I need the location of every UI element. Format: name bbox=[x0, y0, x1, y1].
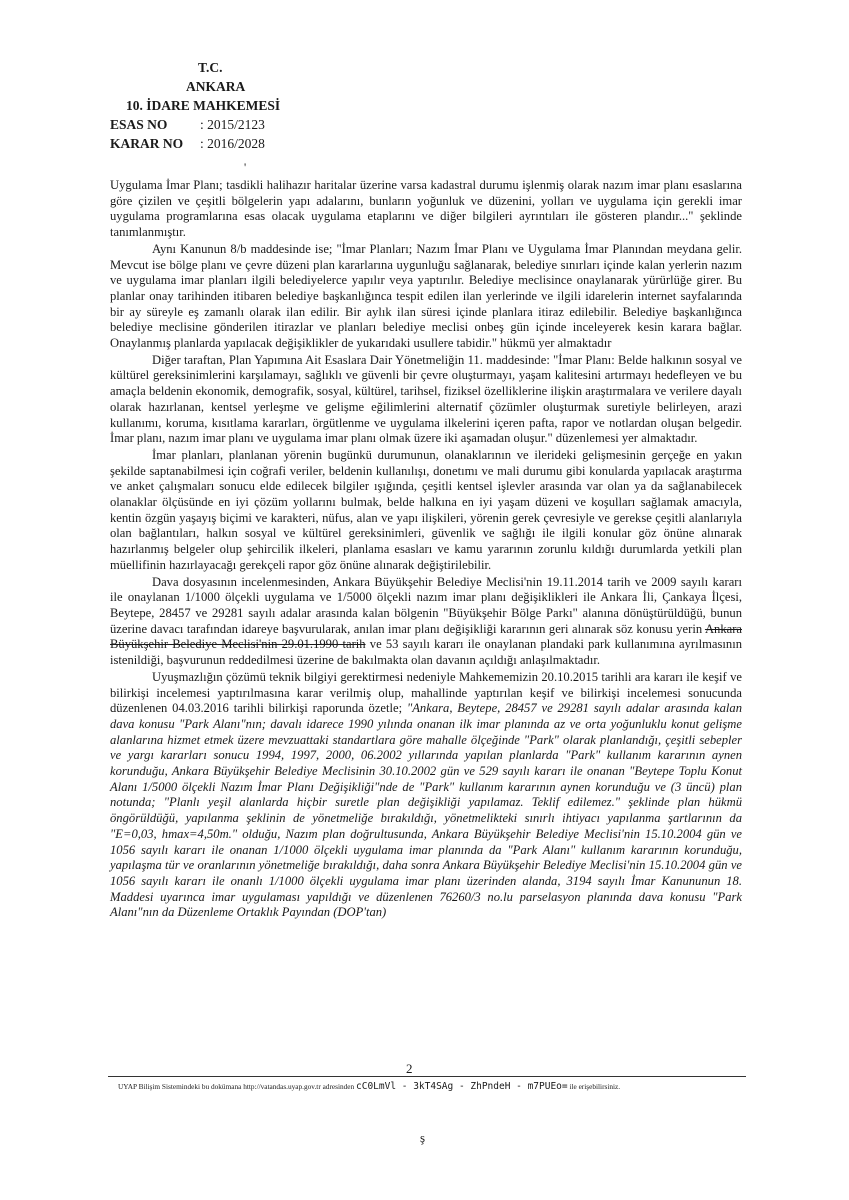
page-mark: ş bbox=[420, 1130, 426, 1145]
esas-value: : 2015/2123 bbox=[200, 117, 265, 132]
paragraph: Diğer taraftan, Plan Yapımına Ait Esaslara Dair Yönetmeliğin 11. maddesinde: "İmar Planı: Belde halkının sosyal ve kültürel gereksinimlerini karşılamayı, sağlıklı ve güvenli bir çevre oluşturmayı, yaşam kalitesini artırmayı hedefleyen ve bu amaçla beldenin ekonomik, demografik, sosyal, kültürel, tarihsel, fiziksel özelliklerine ilişkin araştırmalara ve verilere dayalı olarak hazırlanan, kentsel yerleşme ve gelişme eğilimlerini alternatif çözümler oluşturmak suretiyle belirleyen, arazi kullanımı, koruma, kısıtlama kararları, örgütlenme ve uygulama ilkelerini içeren pafta, rapor ve notlardan oluşan belgedir. İmar planı, nazım imar planı ve uygulama imar planı olmak üzere iki aşamadan oluşur." düzenlemesi yer almaktadır. bbox=[110, 352, 742, 446]
paragraph-text: ve 53 sayılı kararı ile onaylanan plandaki park kullanımına ayrılmasının istenildiği, başvurunun reddedilmesi üzerine de bakılmakta olan davanın açıldığı anlaşılmaktadır. bbox=[110, 637, 742, 668]
paragraph: Aynı Kanunun 8/b maddesinde ise; "İmar Planları; Nazım İmar Planı ve Uygulama İmar Planından meydana gelir. Mevcut ise bölge planı ve çevre düzeni plan kararlarına uygunluğu sağlanarak, belediye sınırları içinde kalan yerlerin nazım ve uygulama imar planları ilgili belediyelerce yapılır veya yaptırılır. Belediye meclisince onaylanarak yürürlüğe girer. Bu planlar onay tarihinden itibaren belediye başkanlığınca tespit edilen ilan yerlerinde ve ilgili idarelerin internet sayfalarında bir ay süreyle eş zamanlı olarak ilan edilir. Bir aylık ilan süresi içinde planlara itiraz edilebilir. Belediye başkanlığınca belediye meclisine gönderilen itirazlar ve planları belediye meclisi onbeş gün içinde inceleyerek kesin karara bağlar. Onaylanmış planlarda yapılacak değişiklikler de yukarıdaki usullere tabidir." hükmü yer almaktadır bbox=[110, 241, 742, 351]
page-number: 2 bbox=[406, 1061, 413, 1076]
paragraph-text: Uyuşmazlığın çözümü teknik bilgiyi gerektirmesi nedeniyle Mahkememizin 20.10.2015 tarihli ara kararı ile keşif ve bilirkişi incelemesi yaptırılmasına karar verilmiş olup, mahallinde yaptırılan keşif ve bilirkişi incelemesi sonucunda düzenlenen 04.03.2016 tarihli bilirkişi raporunda özetle; bbox=[110, 669, 742, 716]
struck-text: Ankara Büyükşehir Belediye Meclisi'nin 29.01.1990 tarih bbox=[110, 621, 742, 652]
footer-divider bbox=[108, 1076, 746, 1077]
document-body bbox=[110, 178, 742, 922]
karar-label: KARAR NO bbox=[110, 136, 184, 151]
karar-value: : 2016/2028 bbox=[200, 136, 265, 151]
paragraph bbox=[110, 575, 742, 669]
document-header bbox=[110, 58, 280, 153]
esas-label: ESAS NO bbox=[110, 117, 168, 132]
court-name: 10. İDARE MAHKEMESİ bbox=[126, 98, 281, 113]
footer-note bbox=[118, 1081, 738, 1092]
paragraph-text: Dava dosyasının incelenmesinden, Ankara Büyükşehir Belediye Meclisi'nin 19.11.2014 tarih ve 2009 sayılı kararı ile onaylanan 1/1000 ölçekli uygulama ve 1/5000 ölçekli nazım imar planı değişiklikleri ile Ankara İli, Çankaya İlçesi, Beytepe, 28457 ve 29281 sayılı adalar arasında kalan bölgenin "Büyükşehir Bölge Parkı" alanına dönüştürüldüğü, bunun üzerine davacı tarafından idareye başvurularak, anılan imar planı değişikliği kararının geri alınarak söz konusu yerin bbox=[110, 574, 742, 636]
expert-report-quote: "Ankara, Beytepe, 28457 ve 29281 sayılı adalar arasında kalan dava konusu "Park Alanı"nın; davalı idarece 1990 yılında onanan ilk imar planında az ve orta yoğunluklu konut gelişme alanlarına hizmet etmek üzere mevzuattaki standartlara göre mahalle ölçeğinde "Park" olarak planlandığı, çeşitli sebepler ve yargı kararları sonucu 1994, 1997, 2000, 06.2002 yıllarında yapılan planlarda "Park" kullanım kararının aynen korunduğu, Ankara Büyükşehir Belediye Meclisinin 30.10.2002 gün ve 529 sayılı kararı ile onanan "Beytepe Toplu Konut Alanı 1/5000 ölçekli Nazım İmar Planı Değişikliği"nde de "Park" kullanım kararının aynen korunduğu ve (3 üncü) plan notunda; "Planlı yeşil alanlarda hiçbir suretle plan değişikliği yapılamaz. Teklif edilemez." şeklinde plan hükmü öngörüldüğü, yapılanma şeklinin de yönetmeliğe bırakıldığı, yönetmelikteki sınırlı ihtiyacı yapılanma şartlarının da "E=0,03, hmax=4,50m." olduğu, Nazım plan doğrultusunda, Ankara Büyükşehir Belediye Meclisi'nin 15.10.2004 gün ve 1056 sayılı kararı ile onanan 1/1000 ölçekli uygulama imar planında da "Park Alanı" kullanım kararının korunduğu, yapılaşma tür ve oranlarının yönetmeliğe bırakıldığı, daha sonra Ankara Büyükşehir Belediye Meclisi'nin 15.10.2004 gün ve 1056 sayılı kararı ile onanlı 1/1000 ölçekli uygulama imar planı üzerinden alanda, 3194 sayılı İmar Kanununun 18. Maddesi uyarınca imar uygulaması yapıldığı ve düzenlenen 76260/3 no.lu parselasyon planında dava konusu "Park Alanı"nın da Düzenleme Ortaklık Payından (DOP'tan) bbox=[110, 701, 742, 920]
paragraph: Uygulama İmar Planı; tasdikli halihazır haritalar üzerine varsa kadastral durumu işlenmiş olarak nazım imar planı esaslarına göre çizilen ve çeşitli bölgelerin yapı adalarını, bunların yoğunluk ve düzenini, yolları ve uygulama için gerekli imar uygulama programlarına esas olacak uygulama etaplarını ve diğer bilgileri ayrıntıları ile gösteren plandır..." şeklinde tanımlanmıştır. bbox=[110, 178, 742, 240]
verification-code: cC0LmVl - 3kT4SAg - ZhPndeH - m7PUEo= bbox=[356, 1081, 568, 1092]
city-label: ANKARA bbox=[186, 79, 246, 94]
tick-mark: ' bbox=[244, 160, 247, 174]
footer-text: UYAP Bilişim Sistemindeki bu dokümana http://vatandas.uyap.gov.tr adresinden bbox=[118, 1082, 356, 1091]
paragraph bbox=[110, 670, 742, 921]
country-label: T.C. bbox=[198, 60, 223, 75]
footer-suffix: ile erişebilirsiniz. bbox=[567, 1082, 621, 1091]
paragraph: İmar planları, planlanan yörenin bugünkü durumunun, olanaklarının ve ilerideki gelişmesinin gerçeğe en yakın şekilde saptanabilmesi için coğrafi veriler, beldenin kullanılışı, donetımı ve mali durumu gibi konularda yapılacak araştırma ve anket çalışmaları sonucu elde edilecek bilgiler ışığında, çeşitli kentsel işlevler arasında var olan ya da sağlanabilecek olanaklar ölçüsünde en iyi çözüm yollarını bulmak, belde halkına en iyi yaşam düzeni ve koşulları sağlamak amacıyla, kentin özgün yaşayış biçimi ve karakteri, nüfus, alan ve yapı ilişkileri, yörenin gerek çevresiyle ve gerekse çeşitli alanlarıyla olan bağlantıları, halkın sosyal ve kültürel gereksinimleri, güvenlik ve sağlığı ile ilgili konular göz önüne alınarak hazırlanmış belgeler olup şehircilik ilkeleri, planlama esasları ve kamu yararının zorunlu kıldığı durumlarda yetkili plan müellifinin hazırlayacağı gerekçeli rapor göz önüne alınarak değiştirilebilir. bbox=[110, 447, 742, 572]
esas-row bbox=[110, 115, 280, 134]
karar-row bbox=[110, 134, 280, 153]
